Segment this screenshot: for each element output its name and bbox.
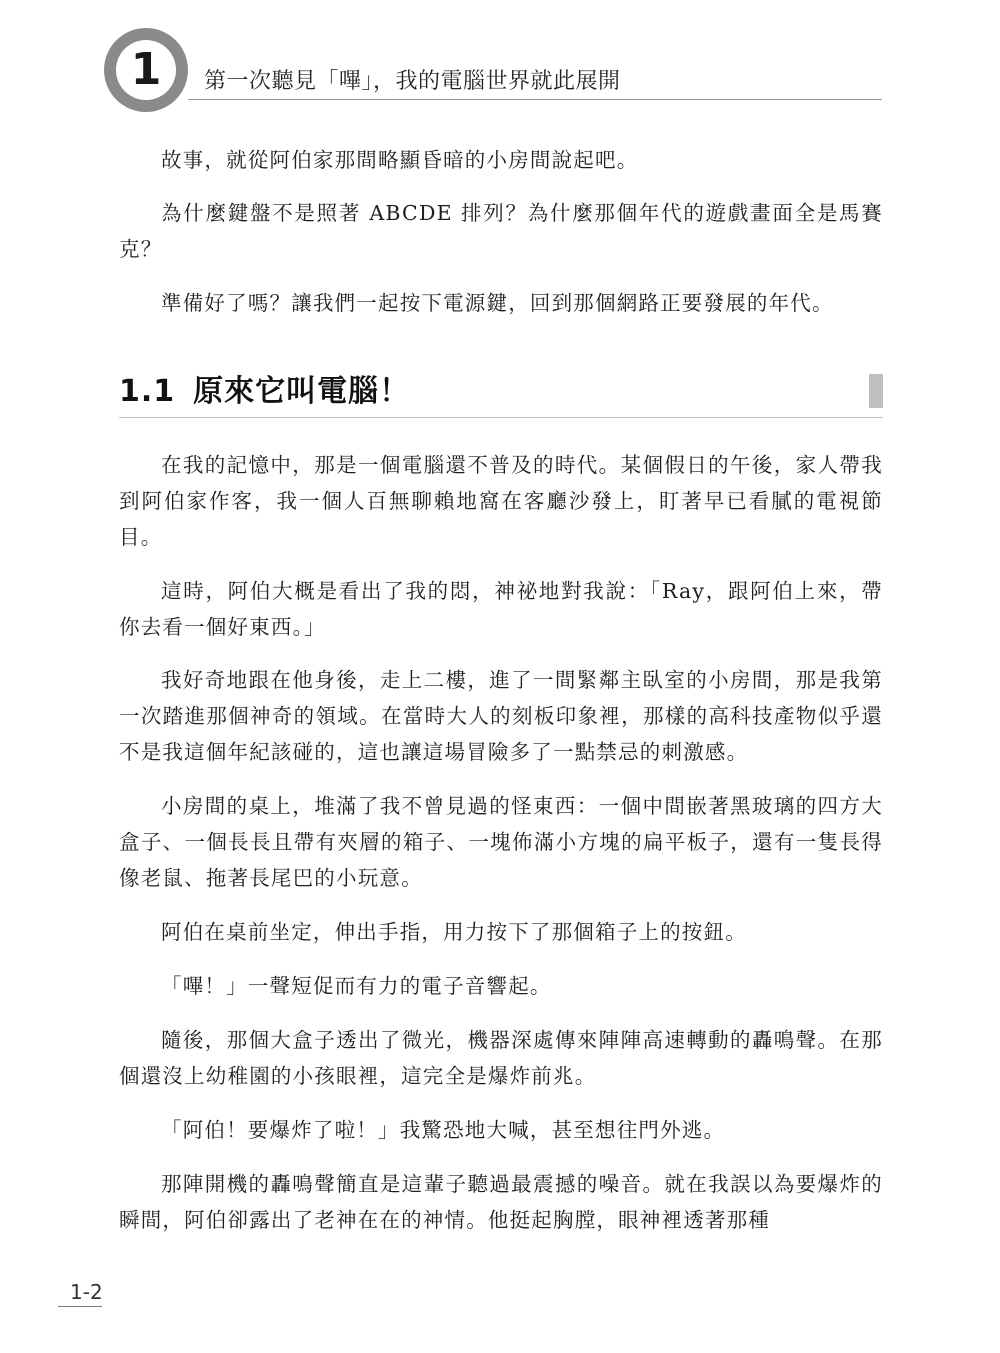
body-paragraph-6: 「嗶！」一聲短促而有力的電子音響起。 (161, 974, 552, 998)
body-paragraph-8: 「阿伯！要爆炸了啦！」我驚恐地大喊，甚至想往門外逃。 (161, 1118, 726, 1142)
body-paragraph-5: 阿伯在桌前坐定，伸出手指，用力按下了那個箱子上的按鈕。 (161, 920, 747, 944)
section-divider (119, 417, 883, 418)
intro-paragraph-1: 故事，就從阿伯家那間略顯昏暗的小房間說起吧。 (161, 148, 639, 172)
section-number: 1.1 (119, 374, 176, 409)
chapter-number: 1 (130, 44, 162, 95)
footer-divider (58, 1306, 102, 1307)
body-paragraph-7: 隨後，那個大盒子透出了微光，機器深處傳來陣陣高速轉動的轟鳴聲。在那個還沒上幼稚園的小孩眼裡，這完全是爆炸前兆。 (119, 1028, 883, 1088)
chapter-badge (104, 28, 188, 112)
chapter-badge-inner (116, 40, 176, 100)
section-title: 原來它叫電腦！ (193, 374, 411, 409)
body-paragraph-9: 那陣開機的轟鳴聲簡直是這輩子聽過最震撼的噪音。就在我誤以為要爆炸的瞬間，阿伯卻露出了老神在在的神情。他挺起胸膛，眼神裡透著那種 (119, 1172, 883, 1232)
section-marker-bar (869, 374, 883, 408)
chapter-title: 第一次聽見「嗶」，我的電腦世界就此展開 (204, 69, 621, 94)
body-paragraph-1: 在我的記憶中，那是一個電腦還不普及的時代。某個假日的午後，家人帶我到阿伯家作客，我一個人百無聊賴地窩在客廳沙發上，盯著早已看膩的電視節目。 (119, 453, 883, 549)
header-divider (188, 99, 882, 100)
body-paragraph-2: 這時，阿伯大概是看出了我的悶，神祕地對我說：「Ray，跟阿伯上來，帶你去看一個好東西。」 (119, 579, 883, 639)
page-number: 1-2 (70, 1280, 103, 1304)
section-heading (119, 366, 410, 410)
body-paragraph-3: 我好奇地跟在他身後，走上二樓，進了一間緊鄰主臥室的小房間，那是我第一次踏進那個神奇的領域。在當時大人的刻板印象裡，那樣的高科技產物似乎還不是我這個年紀該碰的，這也讓這場冒險多了一點禁忌的刺激感。 (119, 668, 883, 764)
intro-paragraph-2: 為什麼鍵盤不是照著 ABCDE 排列？為什麼那個年代的遊戲畫面全是馬賽克？ (119, 201, 883, 261)
intro-paragraph-3: 準備好了嗎？讓我們一起按下電源鍵，回到那個網路正要發展的年代。 (161, 291, 834, 315)
body-paragraph-4: 小房間的桌上，堆滿了我不曾見過的怪東西：一個中間嵌著黑玻璃的四方大盒子、一個長長且帶有夾層的箱子、一塊佈滿小方塊的扁平板子，還有一隻長得像老鼠、拖著長尾巴的小玩意。 (119, 794, 883, 890)
